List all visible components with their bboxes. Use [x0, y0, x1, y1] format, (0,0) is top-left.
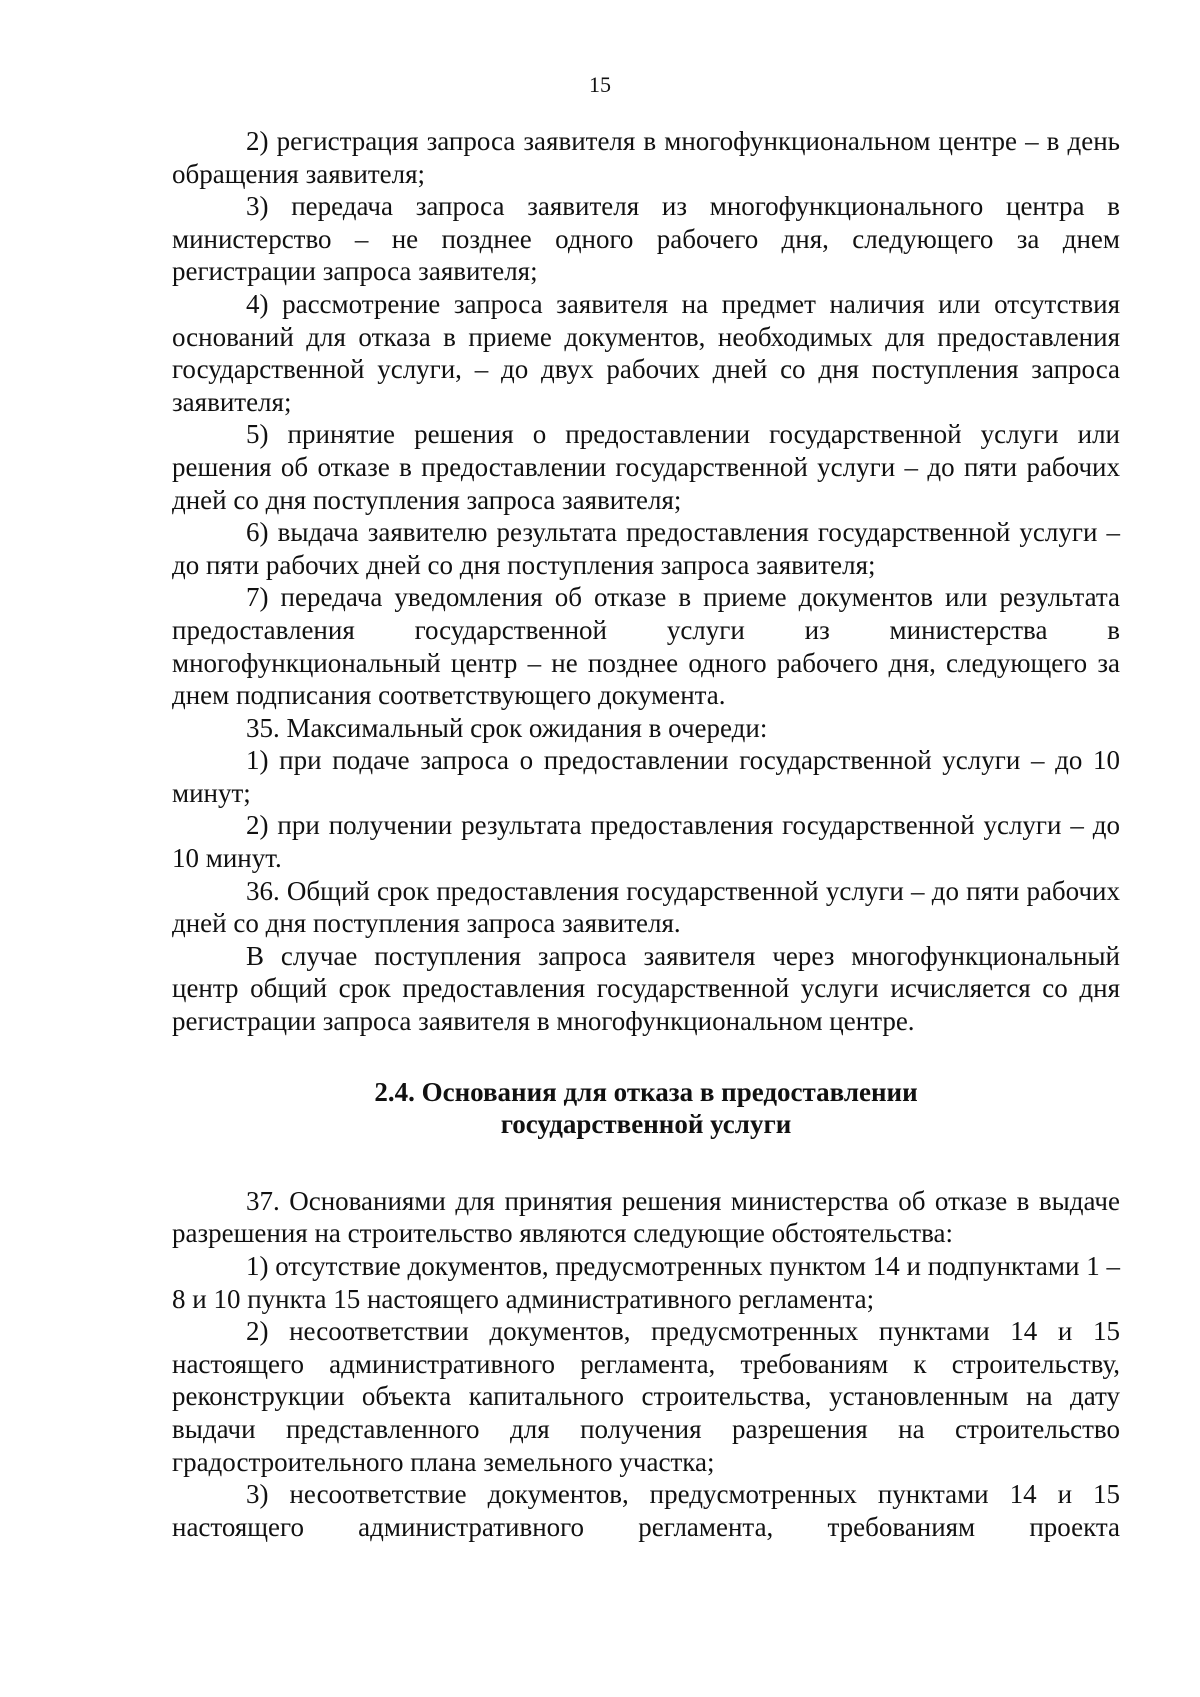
paragraph-item-5-decision: 5) принятие решения о предоставлении государственной услуги или решения об отказе в предоставлении государственной услуги – до пяти рабочих дней со дня поступления запроса заявителя;: [172, 419, 1120, 515]
document-body: [172, 125, 1120, 1543]
paragraph-item-2-registration: 2) регистрация запроса заявителя в многофункциональном центре – в день обращения заявителя;: [172, 126, 1120, 189]
section-heading: [172, 1076, 1120, 1141]
paragraph-item-3-transfer: 3) передача запроса заявителя из многофункционального центра в министерство – не позднее одного рабочего дня, следующего за днем регистрации запроса заявителя;: [172, 191, 1120, 287]
paragraph-item-7-notification: 7) передача уведомления об отказе в приеме документов или результата предоставления государственной услуги из министерства в многофункциональный центр – не позднее одного рабочего дня, следующего за днем подписания соответствующего документа.: [172, 582, 1120, 711]
paragraph-queue-item-1: 1) при подаче запроса о предоставлении государственной услуги – до 10 минут;: [172, 745, 1120, 808]
paragraph-item-4-review: 4) рассмотрение запроса заявителя на предмет наличия или отсутствия оснований для отказа в приеме документов, необходимых для предоставления государственной услуги, – до двух рабочих дней со дня поступления запроса заявителя;: [172, 288, 1120, 417]
paragraph-item-6-issuance: 6) выдача заявителю результата предоставления государственной услуги – до пяти рабочих дней со дня поступления запроса заявителя;: [172, 517, 1120, 580]
paragraph-ground-item-2: 2) несоответствии документов, предусмотренных пунктами 14 и 15 настоящего административного регламента, требованиям к строительству, реконструкции объекта капитального строительства, установленным на дату выдачи представленного для получения разрешения на строительство градостроительного плана земельного участка;: [172, 1316, 1120, 1477]
paragraph-mfc-term: В случае поступления запроса заявителя через многофункциональный центр общий срок предоставления государственной услуги исчисляется со дня регистрации запроса заявителя в многофункциональном центре.: [172, 940, 1120, 1037]
page-number: 15: [589, 72, 611, 97]
paragraph-37-grounds: 37. Основаниями для принятия решения министерства об отказе в выдаче разрешения на строительство являются следующие обстоятельства:: [172, 1185, 1120, 1249]
paragraph-ground-item-1: 1) отсутствие документов, предусмотренных пунктом 14 и подпунктами 1 – 8 и 10 пункта 15 настоящего административного регламента;: [172, 1251, 1120, 1314]
paragraph-ground-item-3: 3) несоответствие документов, предусмотренных пунктами 14 и 15 настоящего административного регламента, требованиям проекта: [172, 1479, 1120, 1542]
section-heading-line-1: 2.4. Основания для отказа в предоставлении: [374, 1076, 918, 1107]
paragraph-queue-item-2: 2) при получении результата предоставления государственной услуги – до 10 минут.: [172, 810, 1120, 874]
paragraph-35-queue-time: 35. Максимальный срок ожидания в очереди:: [246, 712, 768, 743]
section-heading-line-2: государственной услуги: [500, 1109, 792, 1140]
paragraph-36-total-term: 36. Общий срок предоставления государственной услуги – до пяти рабочих дней со дня поступления запроса заявителя.: [172, 875, 1120, 939]
